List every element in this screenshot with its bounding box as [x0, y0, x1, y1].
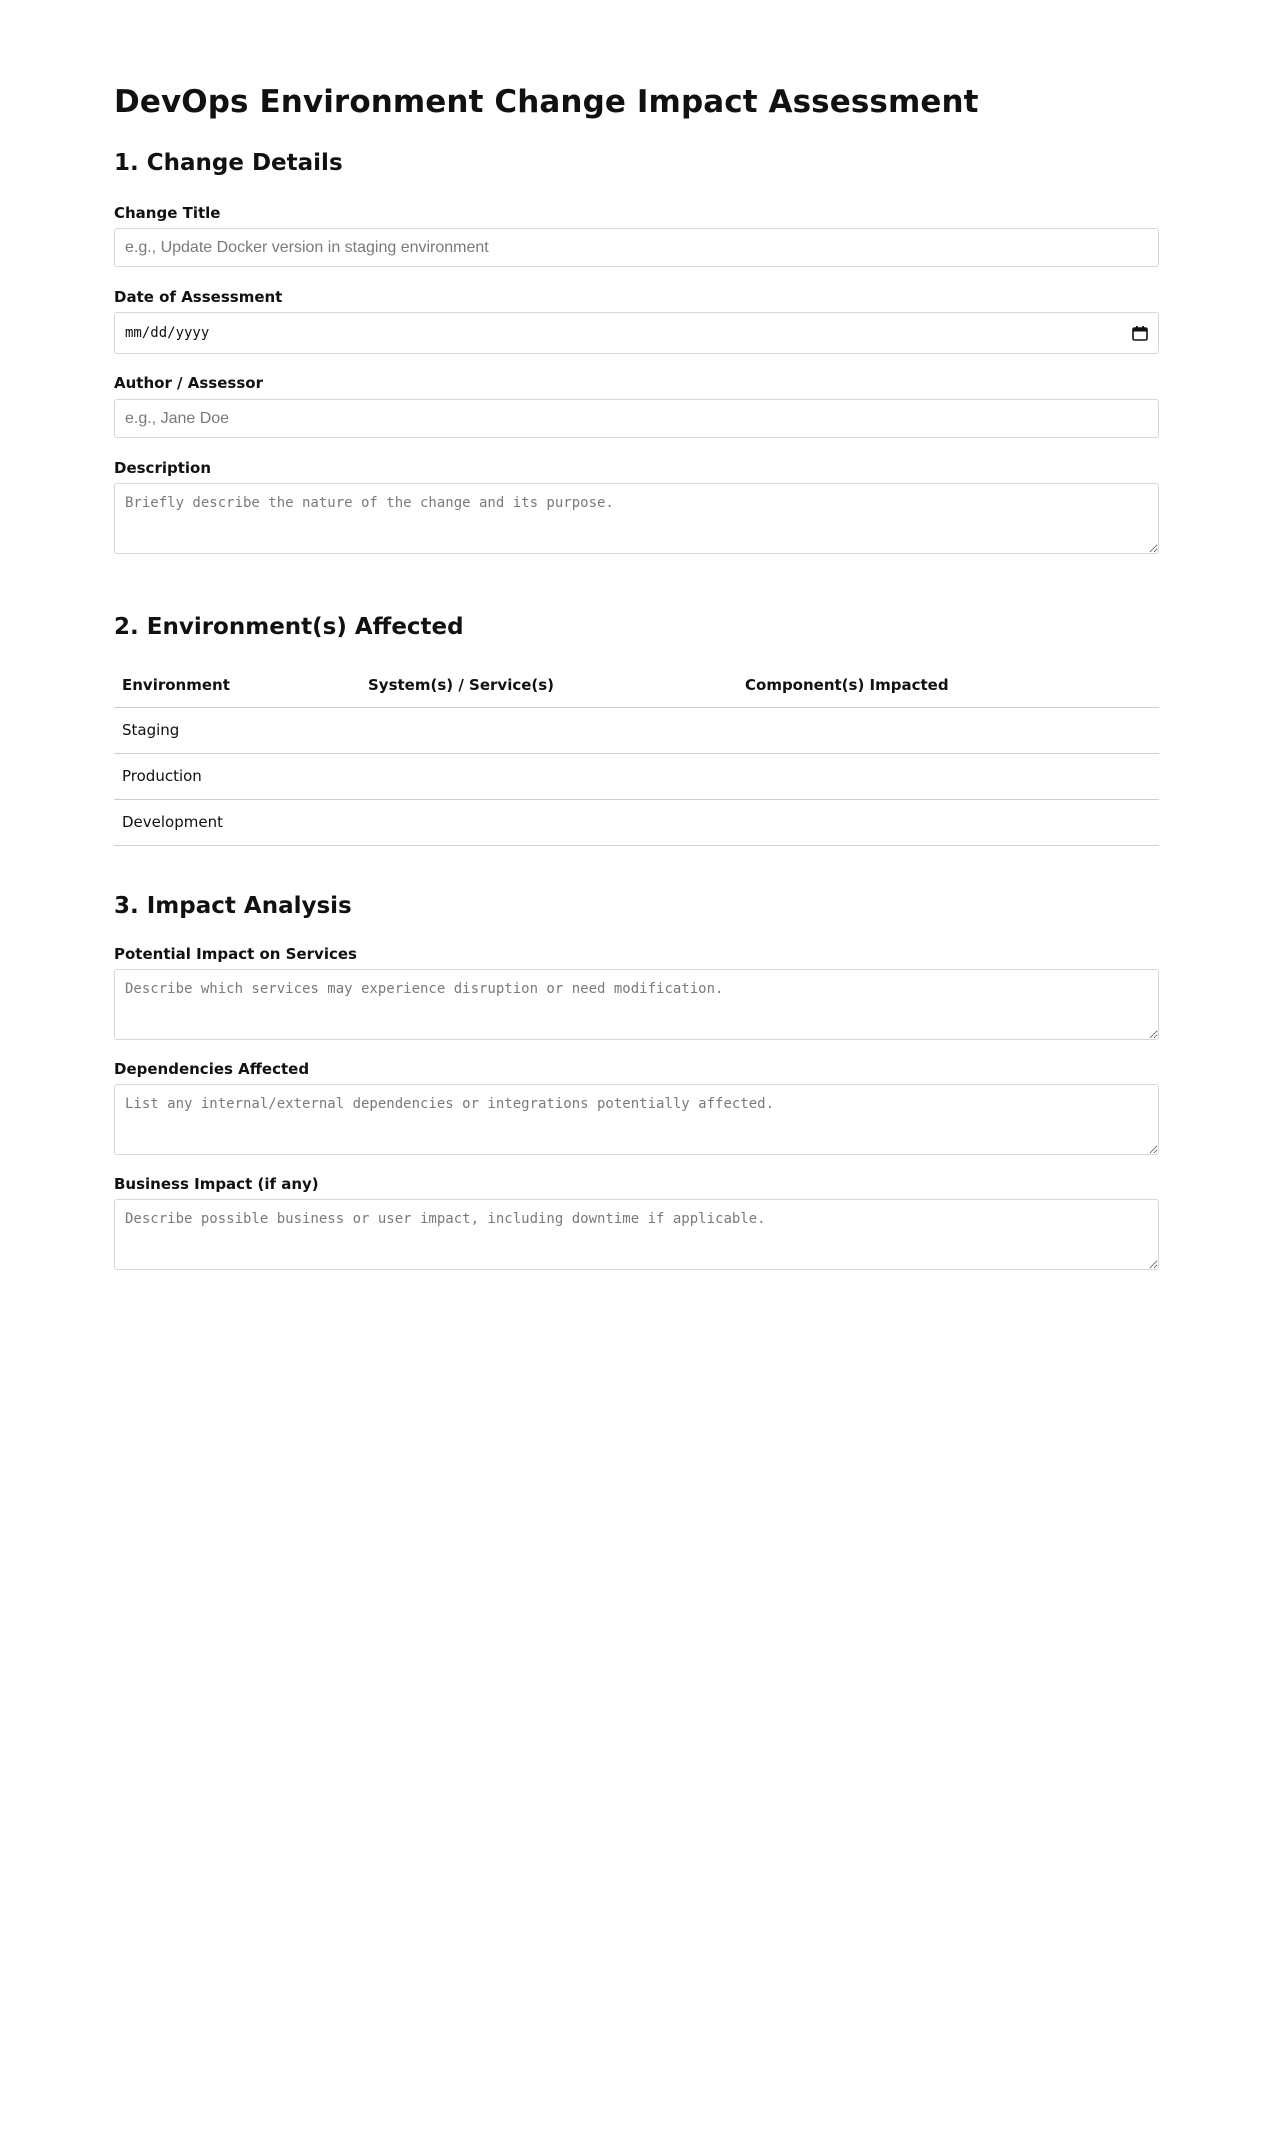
systems-cell[interactable]: [360, 707, 737, 753]
section-heading-change-details: 1. Change Details: [114, 150, 343, 176]
table-row: [114, 707, 1159, 753]
environment-cell: Production: [114, 753, 360, 799]
column-header-systems: System(s) / Service(s): [360, 663, 737, 707]
change-title-input[interactable]: [114, 228, 1159, 267]
environment-cell: Development: [114, 799, 360, 845]
date-of-assessment-input[interactable]: [114, 312, 1159, 354]
date-of-assessment-label: Date of Assessment: [114, 288, 283, 306]
dependencies-textarea[interactable]: [114, 1084, 1159, 1155]
environments-table: [114, 663, 1159, 846]
environment-cell: Staging: [114, 707, 360, 753]
systems-cell[interactable]: [360, 753, 737, 799]
components-cell[interactable]: [737, 707, 1159, 753]
description-textarea[interactable]: [114, 483, 1159, 554]
column-header-components: Component(s) Impacted: [737, 663, 1159, 707]
potential-impact-textarea[interactable]: [114, 969, 1159, 1040]
author-label: Author / Assessor: [114, 374, 263, 392]
components-cell[interactable]: [737, 799, 1159, 845]
section-heading-environments: 2. Environment(s) Affected: [114, 614, 464, 640]
section-heading-impact-analysis: 3. Impact Analysis: [114, 893, 352, 919]
page-title: DevOps Environment Change Impact Assessment: [114, 84, 979, 120]
change-title-label: Change Title: [114, 204, 221, 222]
description-label: Description: [114, 459, 212, 477]
business-impact-label: Business Impact (if any): [114, 1175, 319, 1193]
business-impact-textarea[interactable]: [114, 1199, 1159, 1270]
date-placeholder-value: mm/dd/yyyy: [125, 325, 210, 341]
dependencies-label: Dependencies Affected: [114, 1060, 310, 1078]
author-input[interactable]: [114, 399, 1159, 438]
table-header-row: [114, 663, 1159, 707]
calendar-icon[interactable]: [1132, 326, 1148, 341]
table-row: [114, 799, 1159, 845]
components-cell[interactable]: [737, 753, 1159, 799]
systems-cell[interactable]: [360, 799, 737, 845]
potential-impact-label: Potential Impact on Services: [114, 945, 357, 963]
table-row: [114, 753, 1159, 799]
column-header-environment: Environment: [114, 663, 360, 707]
